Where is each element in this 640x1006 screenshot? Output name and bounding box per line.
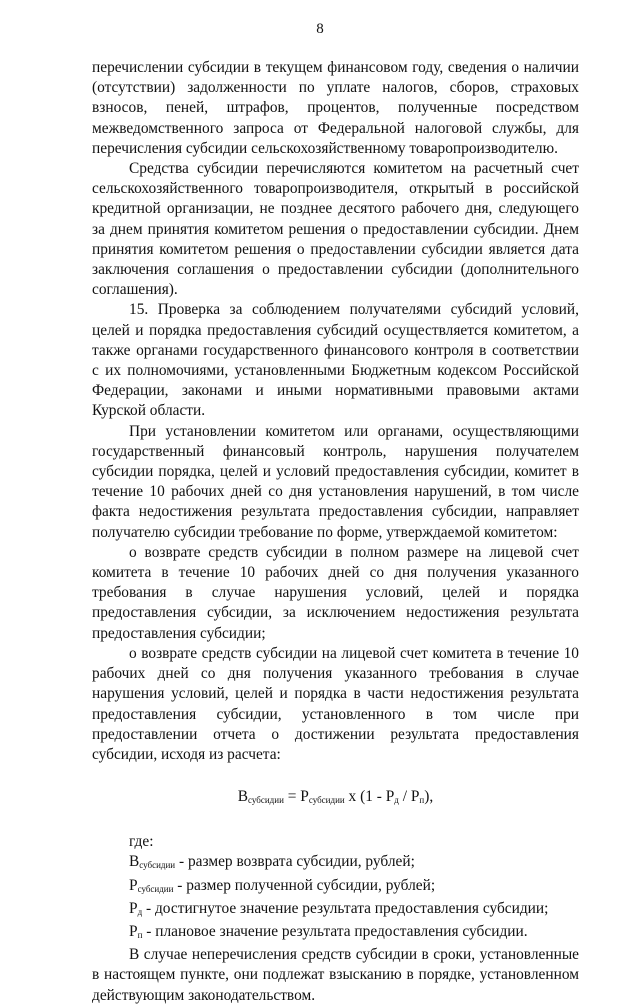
definition-text: - плановое значение результата предоставления субсидии. [142, 922, 528, 940]
definition-item [92, 922, 579, 945]
definition-item [92, 899, 579, 922]
paragraph-violation-established: При установлении комитетом или органами, осуществляющими государственный финансовый контроль, нарушения получателем субсидии порядка, целей и условий предоставления субсидии, комитет в течение 10 рабочих дней со дня установления нарушений, в том числе факта недостижения результата предоставления субсидии, направляет получателю субсидии требование по форме, утверждаемой комитетом: [92, 422, 579, 541]
refund-formula [92, 787, 579, 810]
formula-r-sub: субсидии [308, 795, 345, 806]
definition-symbol: Р [129, 922, 138, 940]
definition-sub: субсидии [139, 860, 176, 871]
definition-item [92, 852, 579, 875]
definition-text: - размер возврата субсидии, рублей; [175, 853, 415, 871]
formula-r: Р [300, 788, 309, 806]
formula-tail: ), [424, 788, 434, 806]
definition-sub: п [137, 929, 143, 940]
definition-text: - достигнутое значение результата предоставления субсидии; [142, 899, 549, 917]
formula-lhs-sub: субсидии [248, 795, 284, 806]
formula-d-sub: д [394, 795, 399, 806]
paragraph-partial-refund: о возврате средств субсидии на лицевой счет комитета в течение 10 рабочих дней со дня получения указанного требования в случае нарушения условий, целей и порядка в части недостижения результата предоставления субсидии, установленного в том числе при предоставлении отчета о достижении результата предоставления субсидии, исходя из расчета: [92, 644, 579, 763]
definition-sub: субсидии [137, 883, 174, 894]
formula-slash: / Р [398, 788, 420, 806]
page-number: 8 [316, 21, 324, 37]
paragraph-transfer-of-funds: Средства субсидии перечисляются комитетом на расчетный счет сельскохозяйственного товаропроизводителя, открытый в российской кредитной организации, не позднее десятого рабочего дня, следующего за днем принятия комитетом решения о предоставлении субсидии. Днем принятия комитетом решения о предоставлении субсидии является дата заключения соглашения о предоставлении субсидии (дополнительного соглашения). [92, 160, 579, 299]
where-label: где: [129, 833, 154, 851]
paragraph-item-15: 15. Проверка за соблюдением получателями субсидий условий, целей и порядка предоставления субсидий осуществляется комитетом, а также органами государственного финансового контроля в соответствии с их полномочиями, установленными Бюджетным кодексом Российской Федерации, законами и иными нормативными правовыми актами Курской области. [92, 301, 579, 420]
definition-sub: д [137, 906, 143, 917]
definition-symbol: Р [129, 876, 138, 894]
paragraph-collection: В случае неперечисления средств субсидии в сроки, установленные в настоящем пункте, они подлежат взысканию в порядке, установленном действующим законодательством. [92, 946, 579, 1004]
paragraph-full-refund: о возврате средств субсидии в полном размере на лицевой счет комитета в течение 10 рабочих дней со дня получения указанного требования в случае нарушения условий, целей и порядка предоставления субсидии, за исключением недостижения результата предоставления субсидии; [92, 543, 579, 642]
paragraph-continuation: перечислении субсидии в текущем финансовом году, сведения о наличии (отсутствии) задолженности по уплате налогов, сборов, страховых взносов, пеней, штрафов, процентов, полученные посредством межведомственного запроса от Федеральной налоговой службы, для перечисления субсидии сельскохозяйственному товаропроизводителю. [92, 59, 579, 157]
definition-symbol: Р [129, 899, 138, 917]
formula-lhs: В [237, 788, 249, 806]
formula-equals: = [283, 788, 301, 806]
definition-item [92, 876, 579, 899]
definition-text: - размер полученной субсидии, рублей; [173, 876, 436, 894]
definition-symbol: В [129, 853, 140, 871]
formula-mid: x (1 - Р [344, 788, 395, 806]
document-body [92, 58, 579, 1006]
formula-p-sub: п [419, 795, 425, 806]
